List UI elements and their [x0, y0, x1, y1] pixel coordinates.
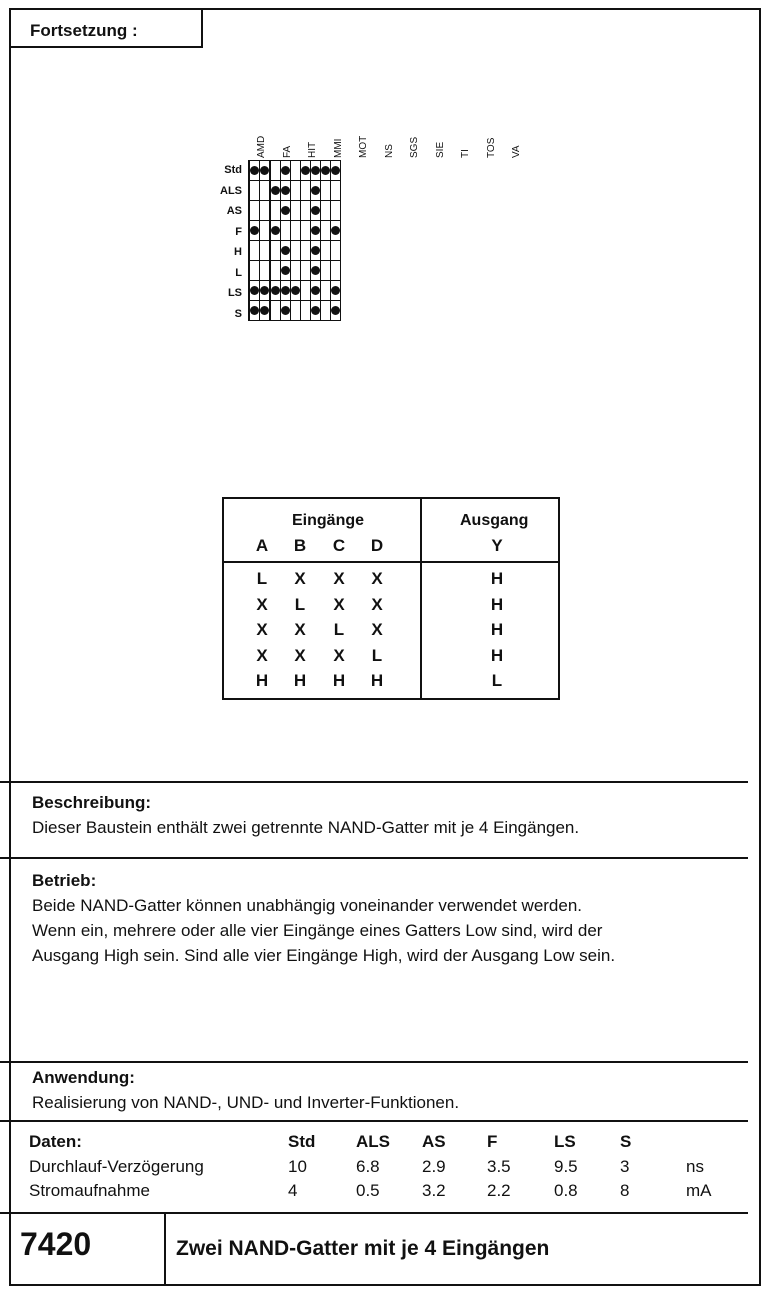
- family-label: H: [234, 246, 242, 258]
- truth-table-cell: X: [333, 645, 345, 665]
- matrix-cell: [271, 181, 281, 201]
- matrix-cell: [281, 301, 291, 321]
- matrix-cell: [321, 241, 331, 261]
- matrix-cell: [301, 301, 311, 321]
- truth-table-cell: H: [293, 671, 307, 690]
- daten-title: Daten:: [29, 1132, 82, 1151]
- data-row-label: Durchlauf-Verzögerung: [29, 1157, 204, 1176]
- availability-dot: [250, 166, 259, 175]
- truth-table-cell: X: [294, 620, 306, 639]
- data-value: 2.9: [422, 1157, 446, 1176]
- availability-dot: [281, 286, 290, 295]
- matrix-cell: [271, 281, 281, 301]
- manufacturer-header: TI: [460, 149, 471, 158]
- truth-table-cell: H: [490, 569, 504, 588]
- input-column-header: A: [255, 536, 269, 555]
- availability-dot: [271, 186, 280, 195]
- matrix-cell: [250, 261, 260, 281]
- availability-dot: [311, 246, 320, 255]
- matrix-cell: [311, 241, 321, 261]
- matrix-cell: [260, 221, 270, 241]
- truth-table-header-line: [224, 561, 558, 563]
- anwendung-text: Realisierung von NAND-, UND- und Inverter-Funktionen.: [32, 1093, 460, 1112]
- truth-table-cell: H: [490, 620, 504, 639]
- matrix-cell: [301, 221, 311, 241]
- matrix-cell: [250, 301, 260, 321]
- availability-dot: [260, 286, 269, 295]
- matrix-cell: [291, 301, 301, 321]
- input-column-header: C: [332, 536, 346, 555]
- matrix-cell: [311, 161, 321, 181]
- data-column-header: LS: [554, 1132, 576, 1151]
- data-value: 3.2: [422, 1181, 446, 1200]
- matrix-cell: [250, 181, 260, 201]
- availability-dot: [301, 166, 310, 175]
- data-value: 3.5: [487, 1157, 511, 1176]
- truth-table-cell: X: [371, 594, 383, 614]
- matrix-cell: [311, 301, 321, 321]
- input-column-header: B: [293, 536, 307, 555]
- manufacturer-header: TOS: [485, 137, 497, 158]
- availability-dot: [271, 286, 280, 295]
- availability-dot: [281, 186, 290, 195]
- truth-table-cell: L: [333, 620, 345, 639]
- truth-table-cell: H: [490, 645, 504, 665]
- matrix-cell: [291, 161, 301, 181]
- manufacturer-grid: [248, 160, 341, 321]
- truth-table-cell: X: [294, 645, 306, 665]
- data-column-header: AS: [422, 1132, 446, 1151]
- matrix-cell: [311, 181, 321, 201]
- matrix-cell: [281, 241, 291, 261]
- data-value: 2.2: [487, 1181, 511, 1200]
- matrix-cell: [271, 261, 281, 281]
- manufacturer-header: SIE: [434, 141, 446, 158]
- matrix-cell: [321, 161, 331, 181]
- matrix-cell: [331, 201, 341, 221]
- data-row-label: Stromaufnahme: [29, 1181, 150, 1200]
- truth-table-cell: X: [256, 645, 268, 665]
- section-divider: [0, 1061, 748, 1063]
- family-label: S: [234, 307, 242, 320]
- manufacturer-header: NS: [383, 144, 395, 158]
- family-label: LS: [227, 287, 242, 299]
- truth-table-cell: L: [256, 569, 268, 588]
- availability-dot: [321, 166, 330, 175]
- matrix-cell: [311, 281, 321, 301]
- betrieb-title: Betrieb:: [32, 871, 97, 890]
- data-unit: ns: [686, 1157, 704, 1176]
- truth-table-cell: X: [256, 620, 268, 639]
- truth-table-divider: [420, 499, 422, 698]
- availability-dot: [311, 226, 320, 235]
- matrix-cell: [301, 181, 311, 201]
- matrix-cell: [271, 241, 281, 261]
- matrix-cell: [301, 281, 311, 301]
- betrieb-line: Beide NAND-Gatter können unabhängig voneinander verwendet werden.: [32, 896, 583, 915]
- availability-dot: [250, 306, 259, 315]
- truth-table-cell: H: [370, 671, 384, 690]
- data-column-header: F: [487, 1132, 498, 1151]
- availability-dot: [260, 166, 269, 175]
- matrix-cell: [331, 281, 341, 301]
- matrix-cell: [301, 241, 311, 261]
- availability-dot: [260, 306, 269, 315]
- output-column-header: Y: [491, 536, 503, 555]
- matrix-cell: [260, 301, 270, 321]
- truth-table-cell: X: [333, 594, 345, 614]
- availability-dot: [250, 226, 259, 235]
- section-divider: [0, 1212, 748, 1214]
- truth-table-cell: X: [371, 620, 383, 639]
- availability-dot: [291, 286, 300, 295]
- truth-table-cell: L: [294, 594, 306, 614]
- section-divider: [0, 1120, 748, 1122]
- availability-dot: [311, 286, 320, 295]
- matrix-cell: [291, 201, 301, 221]
- matrix-cell: [291, 261, 301, 281]
- section-divider: [0, 781, 748, 783]
- matrix-cell: [321, 301, 331, 321]
- availability-dot: [311, 186, 320, 195]
- matrix-cell: [250, 201, 260, 221]
- availability-dot: [311, 166, 320, 175]
- matrix-cell: [271, 301, 281, 321]
- betrieb-line: Wenn ein, mehrere oder alle vier Eingänge eines Gatters Low sind, wird der: [32, 921, 603, 940]
- matrix-cell: [281, 281, 291, 301]
- truth-table-cell: L: [371, 645, 383, 665]
- matrix-cell: [271, 221, 281, 241]
- availability-dot: [281, 246, 290, 255]
- manufacturer-header: VA: [511, 145, 522, 158]
- matrix-cell: [260, 181, 270, 201]
- matrix-cell: [331, 181, 341, 201]
- availability-dot: [331, 166, 340, 175]
- betrieb-line: Ausgang High sein. Sind alle vier Eingänge High, wird der Ausgang Low sein.: [32, 946, 616, 965]
- matrix-cell: [301, 201, 311, 221]
- matrix-cell: [281, 261, 291, 281]
- matrix-cell: [321, 281, 331, 301]
- availability-dot: [311, 206, 320, 215]
- manufacturer-header: AMD: [256, 135, 267, 158]
- section-divider: [0, 857, 748, 859]
- manufacturer-header: HIT: [307, 141, 318, 158]
- matrix-cell: [291, 281, 301, 301]
- matrix-cell: [331, 161, 341, 181]
- data-column-header: Std: [288, 1132, 316, 1151]
- footer-divider: [164, 1213, 166, 1284]
- matrix-cell: [291, 241, 301, 261]
- matrix-cell: [321, 181, 331, 201]
- data-value: 8: [620, 1181, 630, 1200]
- family-label: ALS: [220, 184, 242, 197]
- truth-table-cell: X: [294, 569, 306, 588]
- matrix-cell: [331, 261, 341, 281]
- matrix-cell: [311, 201, 321, 221]
- matrix-cell: [250, 221, 260, 241]
- matrix-cell: [271, 201, 281, 221]
- truth-table: [222, 497, 560, 700]
- truth-table-cell: L: [491, 671, 503, 690]
- matrix-cell: [260, 161, 270, 181]
- matrix-cell: [281, 181, 291, 201]
- matrix-cell: [250, 161, 260, 181]
- beschreibung-text: Dieser Baustein enthält zwei getrennte NAND-Gatter mit je 4 Eingängen.: [32, 818, 580, 837]
- matrix-cell: [250, 281, 260, 301]
- matrix-cell: [260, 201, 270, 221]
- manufacturer-header: FA: [281, 145, 293, 158]
- data-value: 0.5: [356, 1181, 380, 1200]
- matrix-cell: [260, 241, 270, 261]
- output-header: Ausgang: [460, 512, 529, 529]
- matrix-cell: [331, 301, 341, 321]
- availability-dot: [281, 206, 290, 215]
- truth-table-cell: X: [256, 594, 268, 614]
- part-title: Zwei NAND-Gatter mit je 4 Eingängen: [176, 1237, 550, 1260]
- matrix-cell: [260, 281, 270, 301]
- matrix-cell: [321, 221, 331, 241]
- truth-table-cell: X: [371, 569, 383, 588]
- anwendung-title: Anwendung:: [32, 1068, 135, 1087]
- family-label: F: [235, 225, 242, 238]
- matrix-cell: [321, 261, 331, 281]
- header-label: Fortsetzung :: [11, 10, 203, 48]
- availability-dot: [250, 286, 259, 295]
- matrix-cell: [321, 201, 331, 221]
- availability-dot: [271, 226, 280, 235]
- manufacturer-header: SGS: [409, 136, 420, 158]
- manufacturer-header: MMI: [332, 138, 344, 158]
- data-unit: mA: [686, 1181, 712, 1200]
- matrix-cell: [281, 161, 291, 181]
- matrix-cell: [260, 261, 270, 281]
- matrix-cell: [291, 221, 301, 241]
- family-label: Std: [224, 164, 242, 176]
- truth-table-cell: H: [332, 671, 346, 690]
- availability-dot: [281, 166, 290, 175]
- data-value: 4: [288, 1181, 298, 1200]
- input-column-header: D: [370, 536, 384, 555]
- family-label: AS: [226, 205, 242, 217]
- data-value: 0.8: [554, 1181, 578, 1200]
- matrix-cell: [271, 161, 281, 181]
- availability-dot: [331, 306, 340, 315]
- matrix-cell: [331, 241, 341, 261]
- matrix-cell: [301, 261, 311, 281]
- availability-dot: [281, 266, 290, 275]
- data-value: 9.5: [554, 1157, 578, 1176]
- manufacturer-header: MOT: [358, 135, 369, 158]
- part-number: 7420: [20, 1226, 92, 1262]
- inputs-header: Eingänge: [292, 512, 365, 529]
- data-value: 10: [288, 1157, 307, 1176]
- truth-table-cell: X: [333, 569, 345, 588]
- family-label: L: [235, 266, 242, 279]
- matrix-cell: [301, 161, 311, 181]
- availability-dot: [311, 266, 320, 275]
- matrix-cell: [291, 181, 301, 201]
- truth-table-cell: H: [490, 594, 504, 614]
- beschreibung-title: Beschreibung:: [32, 793, 152, 812]
- availability-dot: [281, 306, 290, 315]
- matrix-cell: [311, 261, 321, 281]
- data-value: 3: [620, 1157, 630, 1176]
- truth-table-cell: H: [255, 671, 269, 690]
- matrix-cell: [281, 221, 291, 241]
- data-column-header: ALS: [356, 1132, 390, 1151]
- matrix-cell: [250, 241, 260, 261]
- matrix-cell: [281, 201, 291, 221]
- availability-dot: [311, 306, 320, 315]
- availability-dot: [331, 226, 340, 235]
- matrix-cell: [311, 221, 321, 241]
- matrix-cell: [331, 221, 341, 241]
- data-column-header: S: [620, 1132, 632, 1151]
- availability-dot: [331, 286, 340, 295]
- data-value: 6.8: [356, 1157, 380, 1176]
